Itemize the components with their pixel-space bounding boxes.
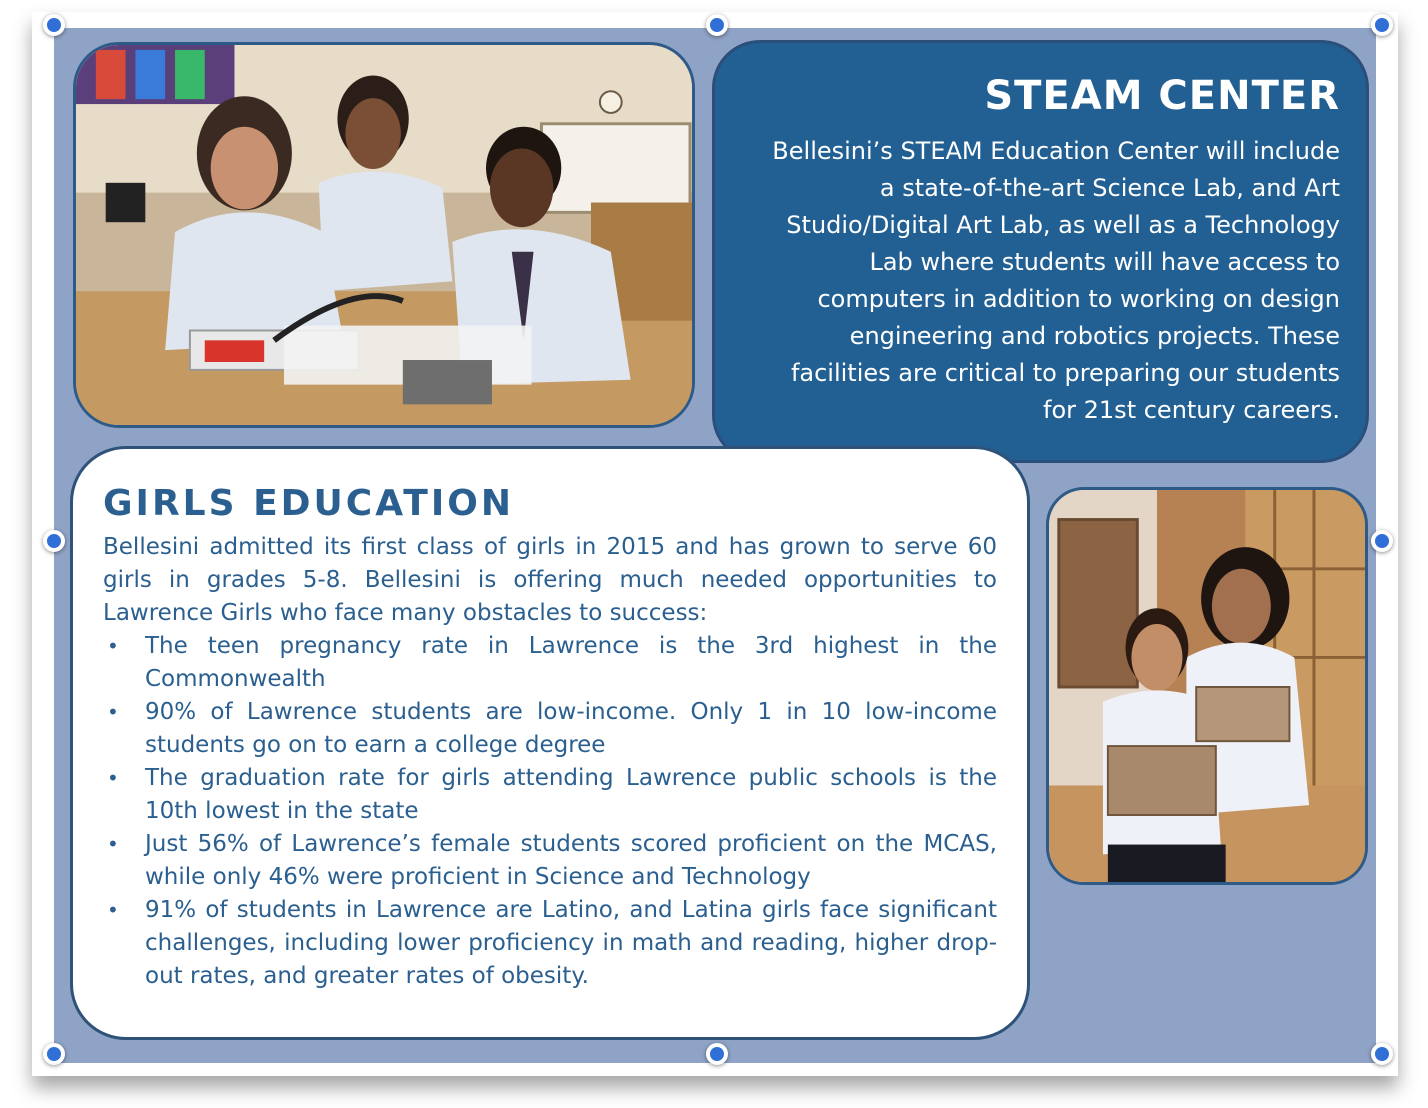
bullet-item: • The graduation rate for girls attending Lawrence public schools is the 10th lowest in the state	[145, 762, 997, 828]
bullet-icon: •	[107, 898, 119, 922]
bullet-item: • The teen pregnancy rate in Lawrence is the 3rd highest in the Commonwealth	[145, 630, 997, 696]
steam-center-title: STEAM CENTER	[984, 73, 1340, 119]
resize-handle-middle-left[interactable]	[43, 530, 65, 552]
bullet-item: • Just 56% of Lawrence’s female students scored proficient on the MCAS, while only 46% were proficient in Science and Technology	[145, 828, 997, 894]
girls-education-title: GIRLS EDUCATION	[103, 483, 514, 524]
steam-center-panel	[712, 40, 1369, 463]
two-girls-photo	[1046, 487, 1368, 885]
robotics-students-photo	[73, 42, 695, 428]
bullet-item: • 90% of Lawrence students are low-income. Only 1 in 10 low-income students go on to earn a college degree	[145, 696, 997, 762]
resize-handle-middle-right[interactable]	[1371, 530, 1393, 552]
steam-center-body: Bellesini’s STEAM Education Center will include a state-of-the-art Science Lab, and Art Studio/Digital Art Lab, as well as a Technology Lab where students will have access to computers in addition to working on design engineering and robotics projects. These facilities are critical to preparing our students for 21st century careers.	[772, 137, 1340, 424]
bullet-icon: •	[107, 832, 119, 856]
girls-education-bullets	[103, 630, 997, 993]
resize-handle-top-left[interactable]	[43, 14, 65, 36]
resize-handle-bottom-left[interactable]	[43, 1043, 65, 1065]
bullet-item: • 91% of students in Lawrence are Latino, and Latina girls face significant challenges, including lower proficiency in math and reading, higher drop-out rates, and greater rates of obesity.	[145, 894, 997, 993]
bullet-icon: •	[107, 766, 119, 790]
bullet-icon: •	[107, 700, 119, 724]
girls-education-intro: Bellesini admitted its first class of girls in 2015 and has grown to serve 60 girls in grades 5-8. Bellesini is offering much needed opportunities to Lawrence Girls who face many obstacles to success:	[103, 534, 997, 626]
resize-handle-top-right[interactable]	[1371, 14, 1393, 36]
resize-handle-bottom-center[interactable]	[706, 1043, 728, 1065]
girls-education-panel	[70, 446, 1030, 1040]
bullet-icon: •	[107, 634, 119, 658]
resize-handle-top-center[interactable]	[706, 14, 728, 36]
resize-handle-bottom-right[interactable]	[1371, 1043, 1393, 1065]
